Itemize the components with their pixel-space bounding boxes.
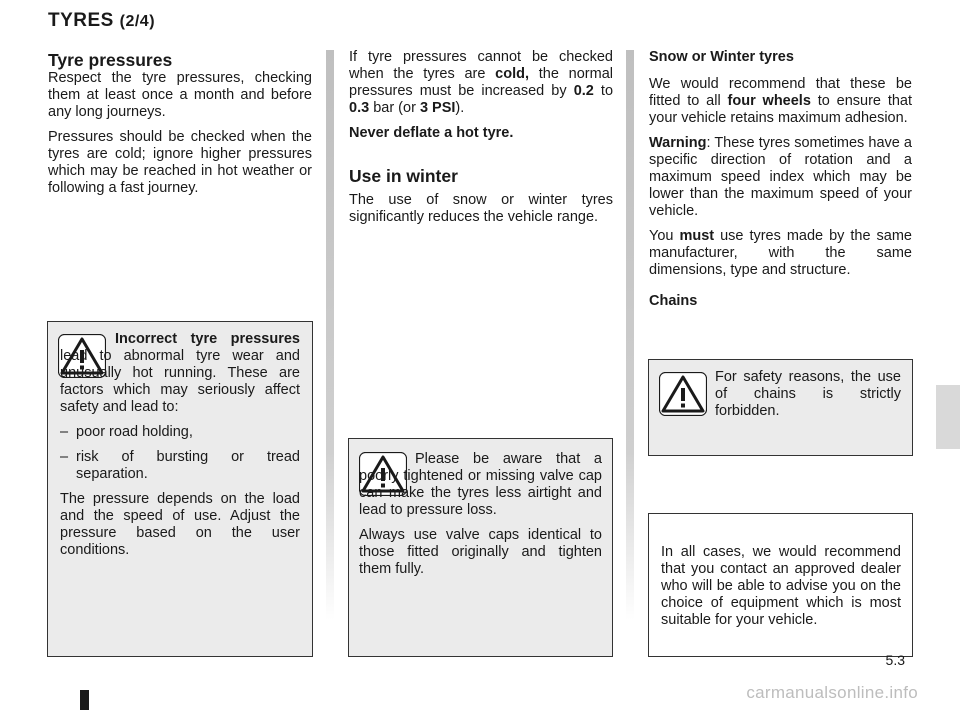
paragraph: Respect the tyre pressures, checking them at least once a month and before any long journeys. [48,70,312,120]
paragraph: If tyre pressures cannot be checked when the tyres are cold, the normal pressures must be increased by 0.2 to 0.3 bar (or 3 PSI). [349,49,614,116]
column-2 [349,49,613,234]
paragraph: Never deflate a hot tyre. [349,125,514,141]
paragraph: The pressure depends on the load and the speed of use. Adjust the pressure based on the user conditions. [60,491,300,558]
warning-triangle-icon [659,372,707,416]
chains-heading: Chains [649,293,698,309]
section-tab [936,385,960,449]
paragraph: For safety reasons, the use of chains is strictly forbidden. [715,369,901,419]
warning-box-tyre-pressures [47,321,313,657]
page-part: (2/4) [119,13,156,30]
paragraph: The use of snow or winter tyres significantly reduces the vehicle range. [349,192,613,225]
use-in-winter-heading: Use in winter [349,166,458,186]
paragraph: In all cases, we would recommend that you contact an approved dealer who will be able to advise you on the choice of equipment which is most suitable for your vehicle. [661,544,901,628]
paragraph: We would recommend that these be fitted to all four wheels to ensure that your vehicle retains maximum adhesion. [649,76,913,126]
column-divider [626,50,634,620]
info-box-dealer [648,513,913,657]
paragraph: Incorrect tyre pressures lead to abnormal tyre wear and unusually hot running. These are factors which may seriously affect safety and lead to: [60,331,300,415]
paragraph: Always use valve caps identical to those fitted originally and tighten them fully. [359,527,602,577]
warning-box-chains [648,359,913,456]
watermark: carmanualsonline.info [746,683,918,702]
paragraph: Warning: These tyres sometimes have a specific direction of rotation and a maximum speed index which may be lower than the maximum speed of your vehicle. [649,135,912,219]
paragraph: Please be aware that a poorly tightened or missing valve cap can make the tyres less airtight and lead to pressure loss. [359,451,602,518]
list-item: – risk of bursting or tread separation. [60,449,300,482]
page-title [48,12,155,30]
column-3 [649,49,912,318]
paragraph: Pressures should be checked when the tyres are cold; ignore higher pressures which may be reached in hot weather or following a fast journey. [48,129,312,196]
snow-tyres-heading: Snow or Winter tyres [649,49,794,65]
list-item: – poor road holding, [60,424,193,440]
column-divider [326,50,334,620]
tyre-pressures-heading: Tyre pressures [48,50,173,70]
page-title-text: TYRES [48,10,120,31]
warning-box-valve-cap [348,438,613,657]
corner-mark [80,690,89,710]
page-number: 5.3 [885,652,905,668]
paragraph: You must use tyres made by the same manufacturer, with the same dimensions, type and structure. [649,228,912,278]
column-1 [48,50,312,205]
